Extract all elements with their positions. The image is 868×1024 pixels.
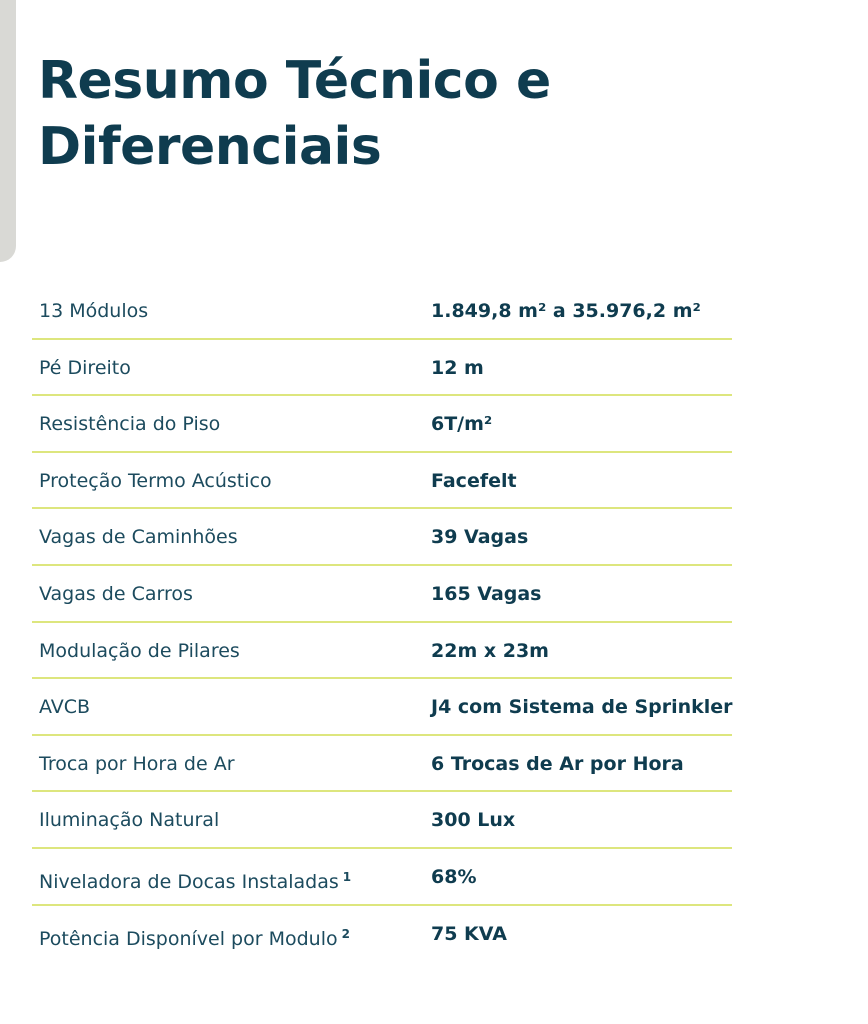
spec-value: 75 KVA (431, 922, 507, 945)
spec-value: 1.849,8 m² a 35.976,2 m² (431, 300, 701, 322)
page-title (38, 48, 551, 180)
spec-row-potencia (0, 906, 868, 963)
title-line-2: Diferenciais (38, 117, 382, 177)
spec-table (0, 283, 868, 962)
spec-value: 68% (431, 865, 477, 888)
spec-row-vagas-carros (0, 566, 868, 623)
spec-row-modulacao-pilares (0, 623, 868, 680)
spec-label-text: Niveladora de Docas Instaladas (39, 870, 339, 893)
spec-row-modulos (0, 283, 868, 340)
spec-label-text: Potência Disponível por Modulo (39, 927, 338, 950)
title-line-1: Resumo Técnico e (38, 51, 551, 111)
spec-row-resistencia-piso (0, 396, 868, 453)
spec-value: 165 Vagas (431, 582, 542, 605)
spec-label: Iluminação Natural (39, 809, 220, 832)
spec-value: 39 Vagas (431, 526, 529, 549)
side-panel-edge (0, 0, 16, 262)
spec-label: Vagas de Carros (39, 582, 193, 605)
spec-label: 13 Módulos (39, 300, 149, 322)
spec-label: AVCB (39, 696, 91, 719)
spec-label: Pé Direito (39, 356, 131, 379)
spec-row-avcb (0, 679, 868, 736)
spec-value: 300 Lux (431, 809, 516, 832)
spec-value: 12 m (431, 356, 484, 379)
spec-row-protecao-termo (0, 453, 868, 510)
spec-label: Vagas de Caminhões (39, 526, 238, 549)
spec-row-vagas-caminhoes (0, 509, 868, 566)
spec-value: 6 Trocas de Ar por Hora (431, 752, 684, 775)
spec-value: J4 com Sistema de Sprinkler (431, 696, 733, 719)
spec-label: Proteção Termo Acústico (39, 469, 272, 492)
spec-row-pe-direito (0, 340, 868, 397)
footnote-marker: 1 (342, 869, 352, 884)
spec-value: Facefelt (431, 469, 517, 492)
spec-label: Modulação de Pilares (39, 639, 240, 662)
spec-value: 22m x 23m (431, 639, 549, 662)
spec-row-troca-ar (0, 736, 868, 793)
spec-label (39, 849, 351, 910)
spec-label: Troca por Hora de Ar (39, 752, 235, 775)
footnote-marker: 2 (341, 926, 350, 941)
spec-row-iluminacao (0, 792, 868, 849)
spec-value: 6T/m² (431, 413, 493, 436)
spec-label (39, 906, 350, 967)
spec-label: Resistência do Piso (39, 413, 221, 436)
spec-row-niveladora-docas (0, 849, 868, 906)
